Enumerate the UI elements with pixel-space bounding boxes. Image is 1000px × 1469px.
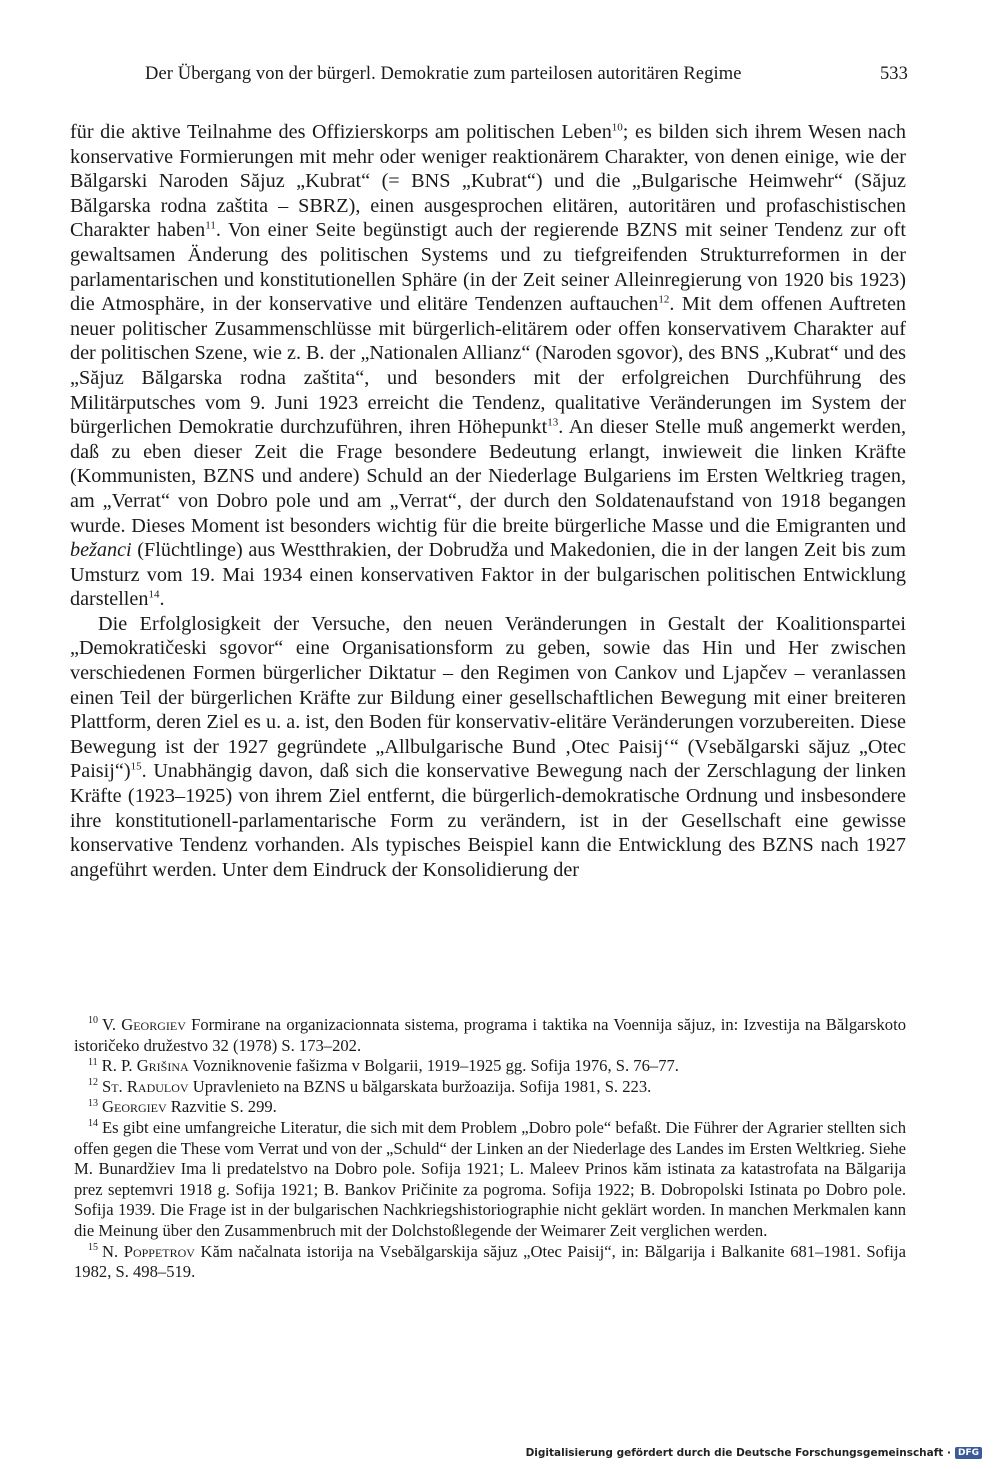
footnote-author: St. Radulov	[102, 1076, 189, 1096]
p1-text-7: .	[159, 588, 165, 611]
p2-text-2: . Unabhängig davon, daß sich die konservative Bewegung nach der Zerschlagung der linken Kräfte (1923–1925) von ihrem Ziel entfernt, die bürgerlich-demokratische Ordnung und insbesondere ihre konstitutionell-parlamentarische Form zu verändern, ist in der Gesellschaft eine gewisse konservative Tendenz vorhanden. Als typisches Beispiel kann die Entwicklung des BZNS nach 1927 angeführt werden. Unter dem Eindruck der Konsolidierung der	[70, 760, 906, 881]
p1-text-5: . An dieser Stelle muß angemerkt werden, daß zu eben dieser Zeit die Frage besondere Bedeutung erlangt, inwieweit die linken Kräfte (Kommunisten, BZNS und andere) Schuld an der Niederlage Bulgariens im Ersten Weltkrieg tragen, am „Verrat“ von Dobro pole und am „Verrat“, der durch den Soldatenaufstand von 1918 begangen wurde. Dieses Moment ist besonders wichtig für die breite bürgerliche Masse und die Emigranten und	[70, 416, 906, 537]
p1-text-6: (Flüchtlinge) aus Westthrakien, der Dobrudža und Makedonien, die in der langen Zeit bis zum Umsturz vom 19. Mai 1934 einen konservativen Faktor in der bulgarischen politischen Entwicklung darstellen	[70, 539, 906, 611]
running-header	[145, 64, 908, 85]
footnote-ref-15[interactable]: 15	[130, 760, 142, 773]
footnote-author: R. P. Grišina	[101, 1056, 189, 1076]
footnotes	[74, 1015, 906, 1283]
footnote-11: $^{11}$ R. P. Grišina Vozniknovenie fašizma v Bolgarii, 1919–1925 gg. Sofija 1976, S. 76–77.	[88, 1056, 679, 1076]
footnote-author: Georgiev	[102, 1097, 167, 1117]
footnote-12: $^{12}$ St. Radulov Upravlenieto na BZNS u bălgarskata buržoazija. Sofija 1981, S. 223.	[88, 1076, 652, 1096]
page-number: 533	[879, 64, 908, 84]
footnote-10: $^{10}$ V. Georgiev Formirane na organizacionnata sistema, programa i taktika na Voennija săjuz, in: Izvestija na Bălgarskoto istoričeko družestvo 32 (1978) S. 173–202.	[74, 1015, 906, 1055]
p1-italic-term: bežanci	[70, 539, 132, 562]
dfg-logo: DFG	[955, 1447, 982, 1459]
footnote-13: $^{13}$ Georgiev Razvitie S. 299.	[88, 1097, 277, 1117]
digitization-credit	[526, 1447, 982, 1459]
running-title: Der Übergang von der bürgerl. Demokratie zum parteilosen autoritären Regime	[145, 64, 742, 84]
p1-text-4: . Mit dem offenen Auftreten neuer politischer Zusammenschlüsse mit bürgerlich-elitärem oder offen konservativem Charakter auf der politischen Szene, wie z. B. der „Nationalen Allianz“ (Naroden sgovor), des BNS „Kubrat“ und des „Săjuz Bălgarska rodna zaštita“, und besonders mit der erfolgreichen Durchführung des Militärputsches vom 9. Juni 1923 erreicht die Tendenz, qualitative Veränderungen im System der bürgerlichen Demokratie durchzuführen, ihren Höhepunkt	[70, 293, 906, 439]
footnote-author: N. Poppetrov	[102, 1241, 195, 1261]
footnote-14: $^{14}$ Es gibt eine umfangreiche Literatur, die sich mit dem Problem „Dobro pole“ befaßt. Die Führer der Agrarier stellten sich offen gegen die These vom Verrat und von der „Schuld“ der Linken an der Niederlage des Landes im Ersten Weltkrieg. Siehe M. Bunardžiev Ima li predatelstvo na Dobro pole. Sofija 1921; L. Maleev Prinos kăm istinata za katastrofata na Bălgarija prez septemvri 1918 g. Sofija 1921; B. Bankov Pričinite za pogroma. Sofija 1922; B. Dobropolski Istinata po Dobro pole. Sofija 1939. Die Frage ist in der bulgarischen Nachkriegshistoriographie nicht geklärt worden. In manchen Merkmalen kann die Meinung über den Zusammenbruch mit der Dolchstoßlegende der Weimarer Zeit verglichen werden.	[74, 1117, 906, 1240]
paragraph-2	[70, 612, 906, 883]
footnote-ref-13[interactable]: 13	[547, 416, 559, 429]
p2-text-1: Die Erfolglosigkeit der Versuche, den neuen Veränderungen in Gestalt der Koalitionspartei „Demokratičeski sgovor“ eine Organisationsform zu geben, sowie das Hin und Her zwischen verschiedenen Formen bürgerlicher Diktatur – den Regimen von Cankov und Ljapčev – veranlassen einen Teil der bürgerlichen Kräfte zur Bildung einer gesellschaftlichen Bewegung mit einer breiteren Plattform, deren Ziel es u. a. ist, den Boden für konservativ-elitäre Veränderungen vorzubereiten. Diese Bewegung ist der 1927 gegründete „Allbulgarische Bund ‚Otec Paisij‘“ (Vsebălgarski săjuz „Otec Paisij“)	[70, 612, 906, 783]
footnote-ref-14[interactable]: 14	[148, 588, 160, 601]
credit-text: Digitalisierung gefördert durch die Deutsche Forschungsgemeinschaft ·	[525, 1447, 951, 1459]
footnote-ref-10[interactable]: 10	[611, 121, 623, 134]
footnote-ref-12[interactable]: 12	[658, 293, 670, 306]
main-text	[70, 120, 906, 882]
p1-text-1: für die aktive Teilnahme des Offizierskorps am politischen Leben	[70, 121, 612, 143]
p1-text-2: ; es bilden sich ihrem Wesen nach konservative Formierungen mit mehr oder weniger reaktionärem Charakter, von denen einige, wie der Bălgarski Naroden Săjuz „Kubrat“ (= BNS „Kubrat“) und die „Bulgarische Heimwehr“ (Săjuz Bălgarska rodna zaštita – SBRZ), einen ausgesprochen elitären, autoritären und profaschistischen Charakter haben	[70, 121, 906, 242]
footnote-author: V. Georgiev	[102, 1015, 186, 1034]
footnote-15: $^{15}$ N. Poppetrov Kăm načalnata istorija na Vsebălgarskija săjuz „Otec Paisij“, in: Bălgarija i Balkanite 681–1981. Sofija 1982, S. 498–519.	[74, 1241, 906, 1282]
footnote-ref-11[interactable]: 11	[205, 219, 216, 232]
paragraph-1	[70, 120, 906, 612]
p1-text-3: . Von einer Seite begünstigt auch der regierende BZNS mit seiner Tendenz zur oft gewaltsamen Änderung des politischen Systems und zu tiefgreifenden Strukturreformen in der parlamentarischen und konstitutionellen Sphäre (in der Zeit seiner Alleinregierung von 1920 bis 1923) die Atmosphäre, in der konservative und elitäre Tendenzen auftauchen	[70, 219, 906, 316]
